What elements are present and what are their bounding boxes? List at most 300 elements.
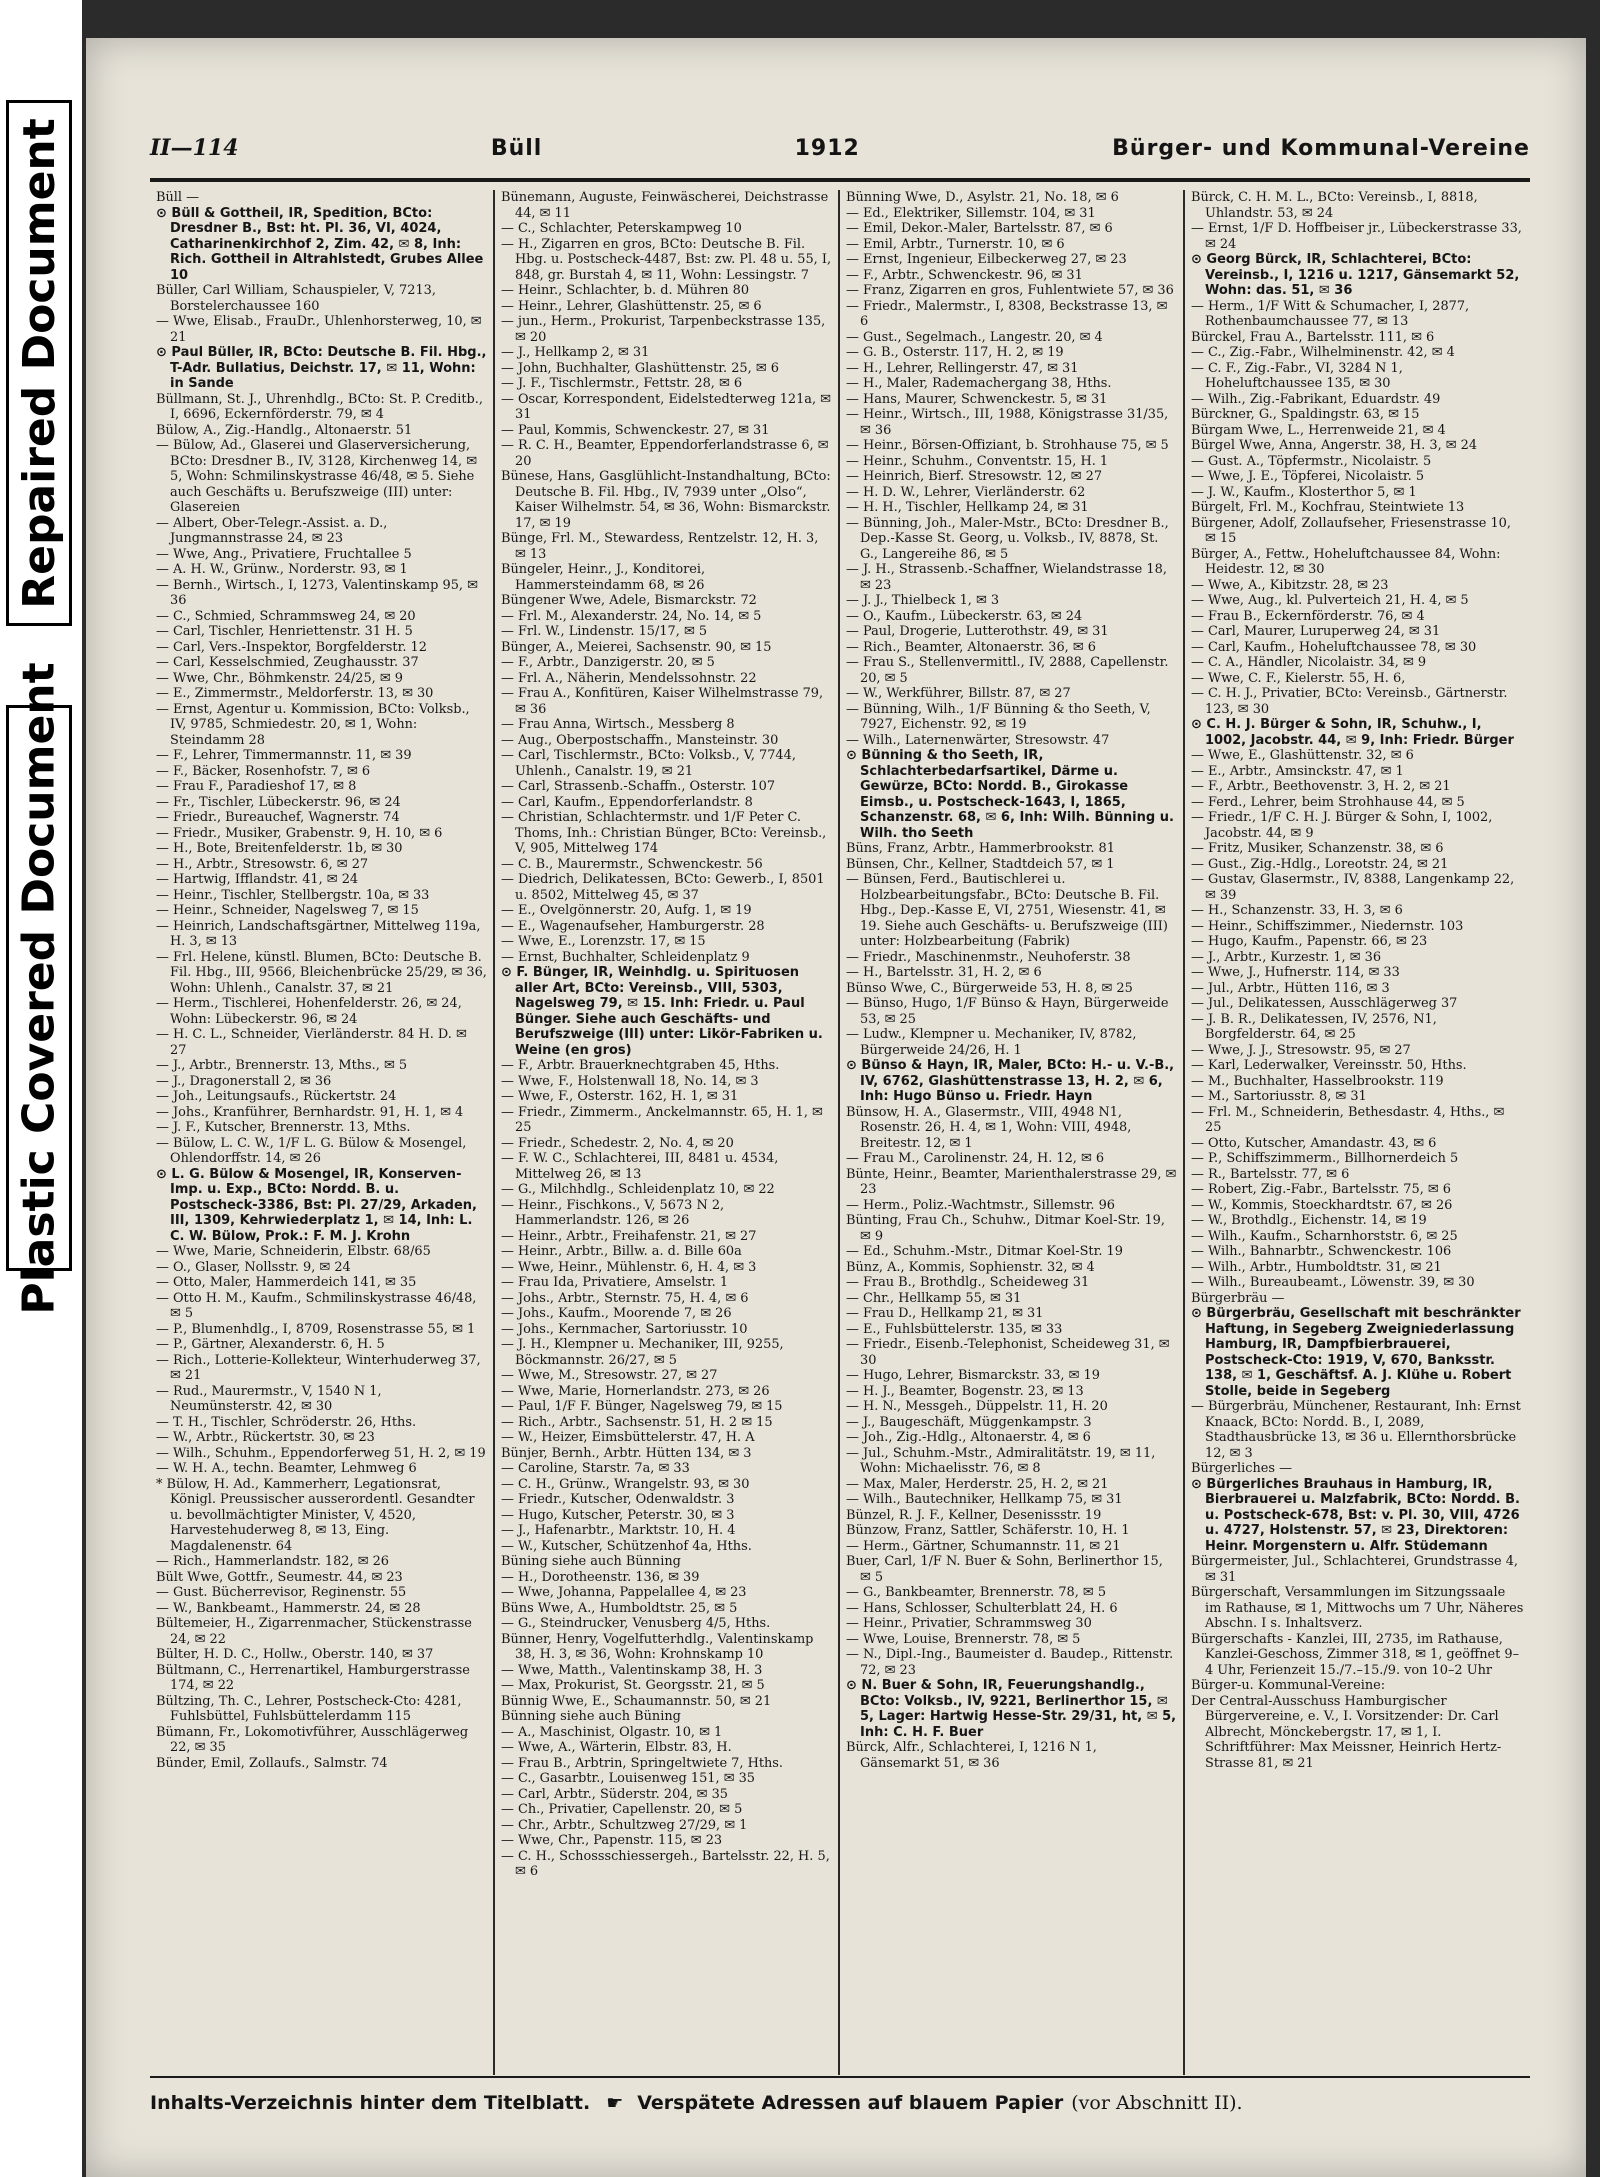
directory-entry: — Herm., Tischlerei, Hohenfelderstr. 26, ✉ 24, Wohn: Lübeckerstr. 96, ✉ 24 xyxy=(156,996,462,1027)
directory-entry: Büns, Franz, Arbtr., Hammerbrookstr. 81 xyxy=(846,841,1115,856)
directory-entry: — C. H., Schossschiessergeh., Bartelsstr. 22, H. 5, ✉ 6 xyxy=(501,1848,830,1879)
stamp-text: Repaired Document xyxy=(13,117,65,609)
directory-entry: — J., Baugeschäft, Müggenkampstr. 3 xyxy=(846,1414,1092,1430)
directory-entry: Bünner, Henry, Vogelfutterhdlg., Valentinskamp 38, H. 3, ✉ 36, Wohn: Krohnskamp 10 xyxy=(501,1631,814,1662)
directory-entry: — Carl, Strassenb.-Schaffn., Osterstr. 107 xyxy=(501,779,776,794)
directory-entry: — M., Sartoriusstr. 8, ✉ 31 xyxy=(1191,1089,1367,1104)
directory-entry: — F., Arbtr., Schwenckestr. 96, ✉ 31 xyxy=(846,267,1083,283)
directory-entry: — Wwe, Johanna, Pappelallee 4, ✉ 23 xyxy=(501,1585,747,1600)
directory-entry: — C., Gasarbtr., Louisenweg 151, ✉ 35 xyxy=(501,1771,756,1786)
directory-entry: Bünsow, H. A., Glasermstr., VIII, 4948 N1, Rosenstr. 26, H. 4, ✉ 1, Wohn: VIII, 4948, Breitestr. 12, ✉ 1 xyxy=(846,1104,1132,1151)
directory-entry: — Heinr., Schiffszimmer., Niedernstr. 103 xyxy=(1191,918,1464,934)
directory-entry: — Wwe, E., Lorenzstr. 17, ✉ 15 xyxy=(501,934,706,949)
directory-entry: — Fr., Tischler, Lübeckerstr. 96, ✉ 24 xyxy=(156,794,401,810)
footer-index-note: Inhalts-Verzeichnis hinter dem Titelblatt. xyxy=(150,2092,591,2114)
directory-entry: — G., Bankbeamter, Brennerstr. 78, ✉ 5 xyxy=(846,1585,1107,1600)
directory-entry: Bülow, A., Zig.-Handlg., Altonaerstr. 51 xyxy=(156,422,413,438)
column-4 xyxy=(1185,190,1530,2075)
page-header xyxy=(150,128,1530,168)
directory-entry: — J. B. R., Delikatessen, IV, 2576, N1, Borgfelderstr. 64, ✉ 25 xyxy=(1191,1011,1437,1042)
directory-entry: — Rich., Lotterie-Kollekteur, Winterhuderweg 37, ✉ 21 xyxy=(156,1352,481,1383)
directory-entry: — Rich., Hammerlandstr. 182, ✉ 26 xyxy=(156,1554,389,1569)
directory-entry: Bürck, C. H. M. L., BCto: Vereinsb., I, 8818, Uhlandstr. 53, ✉ 24 xyxy=(1191,190,1478,221)
directory-entry: Bültmann, C., Herrenartikel, Hamburgerstrasse 174, ✉ 22 xyxy=(156,1662,470,1693)
directory-entry: — R. C. H., Beamter, Eppendorferlandstrasse 6, ✉ 20 xyxy=(501,438,829,469)
directory-entry: — Wilh., Laternenwärter, Stresowstr. 47 xyxy=(846,732,1110,748)
directory-entry: Bürgam Wwe, L., Herrenweide 21, ✉ 4 xyxy=(1191,422,1446,438)
directory-entry: — Heinr., Arbtr., Billw. a. d. Bille 60a xyxy=(501,1244,742,1259)
directory-entry: — Max, Prokurist, St. Georgsstr. 21, ✉ 5 xyxy=(501,1678,765,1693)
directory-entry: — Johs., Kernmacher, Sartoriusstr. 10 xyxy=(501,1321,748,1337)
directory-entry: — G., Milchhdlg., Schleidenplatz 10, ✉ 22 xyxy=(501,1182,775,1197)
directory-entry: Bünge, Frl. M., Stewardess, Rentzelstr. 12, H. 3, ✉ 13 xyxy=(501,531,819,562)
directory-entry: Bürckner, G., Spaldingstr. 63, ✉ 15 xyxy=(1191,407,1420,422)
footer-section-ref: (vor Abschnitt II). xyxy=(1071,2092,1243,2114)
directory-entry: — Wwe, Elisab., FrauDr., Uhlenhorsterweg, 10, ✉ 21 xyxy=(156,314,482,345)
directory-entry: Bünemann, Auguste, Feinwäscherei, Deichstrasse 44, ✉ 11 xyxy=(501,190,829,221)
directory-entry: — Johs., Kaufm., Moorende 7, ✉ 26 xyxy=(501,1306,732,1321)
directory-entry: Bünsen, Chr., Kellner, Stadtdeich 57, ✉ 1 xyxy=(846,856,1115,872)
directory-entry: — Carl, Maurer, Luruperweg 24, ✉ 31 xyxy=(1191,624,1441,639)
directory-entry: — Bünning, Joh., Maler-Mstr., BCto: Dresdner B., Dep.-Kasse St. Georg, u. Volksb., IV, 8878, St. G., Langereihe 86, ✉ 5 xyxy=(846,515,1169,562)
directory-entry: Bünzel, R. J. F., Kellner, Desenissstr. 19 xyxy=(846,1507,1102,1523)
directory-entry: — Bürgerbräu, Münchener, Restaurant, Inh: Ernst Knaack, BCto: Nordd. B., I, 2089, Stadthausbrücke 13, ✉ 36 u. Ellernthorsbrücke 12, ✉ 3 xyxy=(1191,1399,1521,1461)
directory-entry: — Ed., Schuhm.-Mstr., Ditmar Koel-Str. 19 xyxy=(846,1244,1123,1259)
directory-entry: — Bülow, L. C. W., 1/F L. G. Bülow & Mosengel, Ohlendorffstr. 14, ✉ 26 xyxy=(156,1135,467,1166)
directory-entry: — Paul, Kommis, Schwenckestr. 27, ✉ 31 xyxy=(501,422,770,438)
directory-entry: — H., Schanzenstr. 33, H. 3, ✉ 6 xyxy=(1191,903,1403,918)
directory-entry: Bürgerschaft, Versammlungen im Sitzungssaale im Rathause, ✉ 1, Mittwochs um 7 Uhr, Näheres Abschn. I s. Inhaltsverz. xyxy=(1191,1585,1524,1631)
directory-entry: — Franz, Zigarren en gros, Fuhlentwiete 57, ✉ 36 xyxy=(846,283,1174,298)
directory-entry: ⊙ N. Buer & Sohn, IR, Feuerungshandlg., BCto: Volksb., IV, 9221, Berlinerthor 15, ✉ 5, Lager: Hartwig Hesse-Str. 29/31, ht, ✉ 5, Inh: C. H. F. Buer xyxy=(846,1678,1177,1740)
directory-entry: — O., Kaufm., Lübeckerstr. 63, ✉ 24 xyxy=(846,608,1083,624)
directory-entry: — Frau D., Hellkamp 21, ✉ 31 xyxy=(846,1306,1044,1321)
directory-entry: Büns Wwe, A., Humboldtstr. 25, ✉ 5 xyxy=(501,1600,738,1616)
directory-entry: — Hugo, Kutscher, Peterstr. 30, ✉ 3 xyxy=(501,1507,735,1523)
directory-entry: — Heinrich, Bierf. Stresowstr. 12, ✉ 27 xyxy=(846,469,1103,484)
section-name: Büll xyxy=(490,135,543,161)
directory-entry: — Karl, Lederwalker, Vereinsstr. 50, Hths. xyxy=(1191,1058,1467,1073)
directory-entry: — Wwe, F., Holstenwall 18, No. 14, ✉ 3 xyxy=(501,1073,759,1089)
directory-entry: — Emil, Arbtr., Turnerstr. 10, ✉ 6 xyxy=(846,236,1065,252)
column-2 xyxy=(495,190,840,2075)
directory-entry: — Friedr., 1/F C. H. J. Bürger & Sohn, I, 1002, Jacobstr. 44, ✉ 9 xyxy=(1191,810,1493,841)
directory-entry: Der Central-Ausschuss Hamburgischer Bürgervereine, e. V., I. Vorsitzender: Dr. Carl Albrecht, Mönckebergstr. 17, ✉ 1, I. Schriftführer: Max Meissner, Heinrich Hertz-Strasse 81, ✉ 21 xyxy=(1191,1693,1502,1771)
directory-entry: — N., Dipl.-Ing., Baumeister d. Baudep., Rittenstr. 72, ✉ 23 xyxy=(846,1647,1174,1678)
directory-entry: — T. H., Tischler, Schröderstr. 26, Hths. xyxy=(156,1414,417,1430)
directory-entry: Bürgerschafts - Kanzlei, III, 2735, im Rathause, Kanzlei-Geschoss, Zimmer 318, ✉ 1, geöffnet 9–4 Uhr, Ferienzeit 15./7.–15./9. von 10–2 Uhr xyxy=(1191,1631,1520,1678)
directory-entry: — Rud., Maurermstr., V, 1540 N 1, Neumünsterstr. 42, ✉ 30 xyxy=(156,1383,382,1414)
directory-entry: — Rich., Arbtr., Sachsenstr. 51, H. 2 ✉ 15 xyxy=(501,1414,773,1430)
directory-entry: — E., Arbtr., Amsinckstr. 47, ✉ 1 xyxy=(1191,763,1404,779)
directory-entry: ⊙ Bürgerbräu, Gesellschaft mit beschränkter Haftung, in Segeberg Zweigniederlassung Hamburg, IR, Dampfbierbrauerei, Postscheck-Cto: 1919, V, 670, Banksstr. 138, ✉ 1, Geschäftsf. A. J. Klühe u. Robert Stolle, beide in Segeberg xyxy=(1191,1306,1521,1399)
directory-entry: — Heinr., Börsen-Offiziant, b. Strohhause 75, ✉ 5 xyxy=(846,438,1169,453)
directory-entry: — H., Arbtr., Stresowstr. 6, ✉ 27 xyxy=(156,856,369,872)
directory-entry: — F., Arbtr., Danzigerstr. 20, ✉ 5 xyxy=(501,655,715,670)
footer-late-addresses-note: Verspätete Adressen auf blauem Papier xyxy=(637,2092,1064,2114)
directory-entry: ⊙ Büll & Gottheil, IR, Spedition, BCto: Dresdner B., Bst: ht. Pl. 36, VI, 4024, Catharinenkirchhof 2, Zim. 42, ✉ 8, Inh: Rich. Gottheil in Altrahlstedt, Grubes Allee 10 xyxy=(156,205,484,283)
directory-entry: Bünte, Heinr., Beamter, Marienthalerstrasse 29, ✉ 23 xyxy=(846,1166,1177,1197)
directory-entry: Büllmann, St. J., Uhrenhdlg., BCto: St. P. Creditb., I, 6696, Eckernförderstr. 79, ✉ 4 xyxy=(156,391,483,422)
directory-entry: Büller, Carl William, Schauspieler, V, 7213, Borstelerchaussee 160 xyxy=(156,283,436,314)
directory-entry: — Friedr., Zimmerm., Anckelmannstr. 65, H. 1, ✉ 25 xyxy=(501,1104,823,1135)
directory-entry: — W., Kutscher, Schützenhof 4a, Hths. xyxy=(501,1538,752,1554)
directory-entry: — Heinr., Privatier, Schrammsweg 30 xyxy=(846,1616,1092,1631)
directory-entry: — Christian, Schlachtermstr. und 1/F Peter C. Thoms, Inh.: Christian Bünger, BCto: Vereinsb., V, 905, Mittelweg 174 xyxy=(501,810,827,856)
directory-entry: — H. C. L., Schneider, Vierländerstr. 84 H. D. ✉ 27 xyxy=(156,1027,467,1058)
page-content xyxy=(140,98,1530,2138)
directory-entry: Bünger, A., Meierei, Sachsenstr. 90, ✉ 15 xyxy=(501,639,772,655)
directory-entry: — J., Hellkamp 2, ✉ 31 xyxy=(501,345,650,360)
directory-entry: Bültemeier, H., Zigarrenmacher, Stückenstrasse 24, ✉ 22 xyxy=(156,1616,472,1647)
directory-entry: — Wwe, J. E., Töpferei, Nicolaistr. 5 xyxy=(1191,469,1425,484)
directory-entry: Bünz, A., Kommis, Sophienstr. 32, ✉ 4 xyxy=(846,1259,1095,1275)
directory-entry: — W., Heizer, Eimsbüttelerstr. 47, H. A xyxy=(501,1430,755,1445)
directory-entry: — W., Kommis, Stoeckhardtstr. 67, ✉ 26 xyxy=(1191,1197,1453,1213)
directory-entry: — Heinr., Schuhm., Conventstr. 15, H. 1 xyxy=(846,453,1109,469)
directory-entry: — Wilh., Bahnarbtr., Schwenckestr. 106 xyxy=(1191,1244,1452,1259)
directory-entry: — Heinr., Wirtsch., III, 1988, Königstrasse 31/35, ✉ 36 xyxy=(846,407,1169,438)
directory-entry: — C. F., Zig.-Fabr., VI, 3284 N 1, Hoheluftchaussee 135, ✉ 30 xyxy=(1191,360,1403,391)
directory-entry: — J. H., Strassenb.-Schaffner, Wielandstrasse 18, ✉ 23 xyxy=(846,562,1167,593)
year: 1912 xyxy=(794,135,860,161)
directory-entry: Bünso Wwe, C., Bürgerweide 53, H. 8, ✉ 25 xyxy=(846,980,1133,996)
directory-entry: — Wilh., Bureaubeamt., Löwenstr. 39, ✉ 30 xyxy=(1191,1275,1475,1290)
directory-entry: — W., Arbtr., Rückertstr. 30, ✉ 23 xyxy=(156,1430,375,1445)
directory-entry: — Wilh., Schuhm., Eppendorferweg 51, H. 2, ✉ 19 xyxy=(156,1445,486,1461)
directory-entry: — Carl, Vers.-Inspektor, Borgfelderstr. 12 xyxy=(156,639,427,655)
directory-entry: — Friedr., Schedestr. 2, No. 4, ✉ 20 xyxy=(501,1135,734,1151)
directory-entry: — P., Schiffszimmerm., Billhornerdeich 5 xyxy=(1191,1151,1459,1166)
directory-entry: Bümann, Fr., Lokomotivführer, Ausschlägerweg 22, ✉ 35 xyxy=(156,1724,469,1755)
directory-entry: — Albert, Ober-Telegr.-Assist. a. D., Jungmannstrasse 24, ✉ 23 xyxy=(156,515,388,546)
directory-entry: — Gustav, Glasermstr., IV, 8388, Langenkamp 22, ✉ 39 xyxy=(1191,872,1515,903)
directory-entry: Bürgel Wwe, Anna, Angerstr. 38, H. 3, ✉ 24 xyxy=(1191,438,1478,453)
directory-entry: — Ernst, Ingenieur, Eilbeckerweg 27, ✉ 23 xyxy=(846,252,1127,267)
directory-entry: — Frau Ida, Privatiere, Amselstr. 1 xyxy=(501,1275,729,1290)
directory-entry: — Friedr., Musiker, Grabenstr. 9, H. 10, ✉ 6 xyxy=(156,825,443,841)
directory-entry: — J. H., Klempner u. Mechaniker, III, 9255, Böckmannstr. 26/27, ✉ 5 xyxy=(501,1337,784,1368)
directory-entry: — W. H. A., techn. Beamter, Lehmweg 6 xyxy=(156,1461,417,1476)
directory-entry: — Friedr., Bureauchef, Wagnerstr. 74 xyxy=(156,810,400,825)
directory-entry: — G. B., Osterstr. 117, H. 2, ✉ 19 xyxy=(846,345,1064,360)
directory-entry: — M., Buchhalter, Hasselbrookstr. 119 xyxy=(1191,1073,1444,1089)
directory-entry: — Otto, Kutscher, Amandastr. 43, ✉ 6 xyxy=(1191,1135,1437,1151)
column-1 xyxy=(150,190,495,2075)
directory-entry: — Otto, Maler, Hammerdeich 141, ✉ 35 xyxy=(156,1275,417,1290)
directory-entry: Büll — xyxy=(156,190,200,205)
directory-entry: — Carl, Kaufm., Eppendorferlandstr. 8 xyxy=(501,794,753,810)
directory-entry: — P., Gärtner, Alexanderstr. 6, H. 5 xyxy=(156,1337,385,1352)
directory-entry: ⊙ C. H. J. Bürger & Sohn, IR, Schuhw., I, 1002, Jacobstr. 44, ✉ 9, Inh: Friedr. Bürger xyxy=(1191,717,1514,748)
column-3 xyxy=(840,190,1185,2075)
directory-entry: — H. D. W., Lehrer, Vierländerstr. 62 xyxy=(846,484,1086,500)
directory-entry: — J. F., Tischlermstr., Fettstr. 28, ✉ 6 xyxy=(501,376,743,391)
directory-entry: — Paul, Drogerie, Lutterothstr. 49, ✉ 31 xyxy=(846,624,1109,639)
directory-entry: — H., Zigarren en gros, BCto: Deutsche B. Fil. Hbg. u. Postscheck-4487, Bst: zw. Pl. 48 u. 55, I, 848, gr. Burstah 4, ✉ 11, Wohn: Lessingstr. 7 xyxy=(501,236,832,283)
directory-entry: — Heinr., Fischkons., V, 5673 N 2, Hammerlandstr. 126, ✉ 26 xyxy=(501,1197,725,1228)
directory-entry: — C. H. J., Privatier, BCto: Vereinsb., Gärtnerstr. 123, ✉ 30 xyxy=(1191,686,1508,717)
directory-entry: Bürgelt, Frl. M., Kochfrau, Steintwiete 13 xyxy=(1191,500,1465,515)
directory-entry: — Ernst, 1/F D. Hoffbeiser jr., Lübeckerstrasse 33, ✉ 24 xyxy=(1191,221,1522,252)
page-number: II—114 xyxy=(150,135,239,161)
directory-entry: ⊙ F. Bünger, IR, Weinhdlg. u. Spirituosen aller Art, BCto: Vereinsb., VIII, 5303, Nagelsweg 79, ✉ 15. Inh: Friedr. u. Paul Bünger. Siehe auch Geschäfts- und Berufszweige (III) unter: Likör-Fabriken u. Weine (en gros) xyxy=(501,965,823,1058)
directory-entry: Bürgerbräu — xyxy=(1191,1290,1285,1306)
directory-entry: — Chr., Arbtr., Schultzweg 27/29, ✉ 1 xyxy=(501,1817,748,1833)
directory-entry: — Wwe, C. F., Kielerstr. 55, H. 6, xyxy=(1191,670,1406,686)
directory-entry: — Carl, Kaufm., Hoheluftchaussee 78, ✉ 30 xyxy=(1191,639,1477,655)
directory-entry: — Hans, Maurer, Schwenckestr. 5, ✉ 31 xyxy=(846,391,1108,407)
directory-entry: Bülter, H. D. C., Hollw., Oberstr. 140, ✉ 37 xyxy=(156,1647,434,1662)
directory-entry: — F. W. C., Schlachterei, III, 8481 u. 4534, Mittelweg 26, ✉ 13 xyxy=(501,1151,779,1182)
directory-entry: — C., Zig.-Fabr., Wilhelminenstr. 42, ✉ 4 xyxy=(1191,345,1455,360)
directory-entry: — Wwe, Matth., Valentinskamp 38, H. 3 xyxy=(501,1662,763,1678)
directory-entry: — J., Arbtr., Kurzestr. 1, ✉ 36 xyxy=(1191,949,1382,965)
directory-entry: — Bünso, Hugo, 1/F Bünso & Hayn, Bürgerweide 53, ✉ 25 xyxy=(846,996,1169,1027)
directory-entry: — Frau B., Eckernförderstr. 76, ✉ 4 xyxy=(1191,608,1425,624)
directory-entry: — Herm., Gärtner, Schumannstr. 11, ✉ 21 xyxy=(846,1538,1121,1554)
directory-entry: — Jul., Schuhm.-Mstr., Admiralitätstr. 19, ✉ 11, Wohn: Michaelisstr. 76, ✉ 8 xyxy=(846,1445,1156,1476)
directory-entry: — jun., Herm., Prokurist, Tarpenbeckstrasse 135, ✉ 20 xyxy=(501,314,826,345)
directory-entry: — C. H., Grünw., Wrangelstr. 93, ✉ 30 xyxy=(501,1476,750,1492)
directory-entry: — J., Hafenarbtr., Marktstr. 10, H. 4 xyxy=(501,1523,736,1538)
directory-entry: ⊙ Paul Büller, IR, BCto: Deutsche B. Fil. Hbg., T-Adr. Bullatius, Deichstr. 17, ✉ 11, Wohn: in Sande xyxy=(156,345,487,391)
directory-entry: — Frau B., Brothdlg., Scheideweg 31 xyxy=(846,1275,1090,1290)
directory-entry: — W., Werkführer, Billstr. 87, ✉ 27 xyxy=(846,686,1071,701)
directory-entry: — Carl, Tischlermstr., BCto: Volksb., V, 7744, Uhlenh., Canalstr. 19, ✉ 21 xyxy=(501,748,796,779)
directory-entry: — Heinr., Schneider, Nagelsweg 7, ✉ 15 xyxy=(156,903,419,918)
directory-entry: — E., Zimmermstr., Meldorferstr. 13, ✉ 30 xyxy=(156,686,434,701)
directory-entry: — Carl, Kesselschmied, Zeughausstr. 37 xyxy=(156,655,419,670)
directory-entry: — Frl. Helene, künstl. Blumen, BCto: Deutsche B. Fil. Hbg., III, 9566, Bleichenbrücke 25/29, ✉ 36, Wohn: Uhlenh., Canalstr. 37, ✉ 21 xyxy=(156,949,487,996)
directory-entry: — O., Glaser, Nollsstr. 9, ✉ 24 xyxy=(156,1259,351,1275)
directory-entry: — Frau Anna, Wirtsch., Messberg 8 xyxy=(501,717,735,732)
directory-entry: — Ed., Elektriker, Sillemstr. 104, ✉ 31 xyxy=(846,205,1096,221)
directory-entry: — Wwe, J. J., Stresowstr. 95, ✉ 27 xyxy=(1191,1042,1411,1058)
directory-entry: — Herm., Poliz.-Wachtmstr., Sillemstr. 96 xyxy=(846,1197,1115,1213)
directory-entry: — Gust. Bücherrevisor, Reginenstr. 55 xyxy=(156,1585,407,1600)
directory-entry: — E., Ovelgönnerstr. 20, Aufg. 1, ✉ 19 xyxy=(501,903,752,918)
directory-entry: — Heinr., Arbtr., Freihafenstr. 21, ✉ 27 xyxy=(501,1228,757,1244)
directory-entry: — Wwe, J., Hufnerstr. 114, ✉ 33 xyxy=(1191,965,1400,980)
directory-entry: — Frl. M., Schneiderin, Bethesdastr. 4, Hths., ✉ 25 xyxy=(1191,1104,1505,1135)
directory-entry: — Wwe, A., Kibitzstr. 28, ✉ 23 xyxy=(1191,577,1389,593)
directory-entry: — Carl, Tischler, Henriettenstr. 31 H. 5 xyxy=(156,624,413,639)
directory-entry: — H. J., Beamter, Bogenstr. 23, ✉ 13 xyxy=(846,1383,1084,1399)
directory-entry: ⊙ Bünning & tho Seeth, IR, Schlachterbedarfsartikel, Därme u. Gewürze, BCto: Nordd. B., Girokasse Eimsb., u. Postscheck-1643, I, 1865, Schanzenstr. 68, ✉ 6, Inh: Wilh. Bünning u. Wilh. tho Seeth xyxy=(846,748,1174,841)
directory-entry: — J., Dragonerstall 2, ✉ 36 xyxy=(156,1073,332,1089)
directory-entry: — Wilh., Bautechniker, Hellkamp 75, ✉ 31 xyxy=(846,1492,1123,1507)
directory-entry: Bült Wwe, Gottfr., Seumestr. 44, ✉ 23 xyxy=(156,1569,403,1585)
directory-entry: — Ch., Privatier, Capellenstr. 20, ✉ 5 xyxy=(501,1802,743,1817)
directory-entry: — Paul, 1/F F. Bünger, Nagelsweg 79, ✉ 15 xyxy=(501,1399,783,1414)
directory-entry: * Bülow, H. Ad., Kammerherr, Legationsrat, Königl. Preussischer ausserordentl. Gesandter u. bevollmächtigter Minister, V, 4520, Harvestehuderweg 8, ✉ 13, Eing. Magdalenenstr. 64 xyxy=(156,1476,475,1554)
directory-entry: Büngener Wwe, Adele, Bismarckstr. 72 xyxy=(501,593,757,608)
directory-entry: — Johs., Kranführer, Bernhardstr. 91, H. 1, ✉ 4 xyxy=(156,1104,464,1120)
directory-entry: Buer, Carl, 1/F N. Buer & Sohn, Berlinerthor 15, ✉ 5 xyxy=(846,1554,1163,1585)
entry-columns xyxy=(150,190,1530,2075)
pointing-hand-icon: ☛ xyxy=(606,2092,624,2114)
directory-entry: — Wwe, Marie, Hornerlandstr. 273, ✉ 26 xyxy=(501,1383,770,1399)
directory-entry: — Friedr., Eisenb.-Telephonist, Scheideweg 31, ✉ 30 xyxy=(846,1337,1170,1368)
directory-entry: Bürger-u. Kommunal-Vereine: xyxy=(1191,1678,1386,1693)
directory-entry: — Frl. W., Lindenstr. 15/17, ✉ 5 xyxy=(501,624,708,639)
directory-entry: — Jul., Arbtr., Hütten 116, ✉ 3 xyxy=(1191,980,1390,996)
directory-entry: — E., Wagenaufseher, Hamburgerstr. 28 xyxy=(501,918,765,934)
directory-entry: — F., Bäcker, Rosenhofstr. 7, ✉ 6 xyxy=(156,763,371,779)
directory-entry: — Frau F., Paradieshof 17, ✉ 8 xyxy=(156,779,357,794)
directory-entry: Bürckel, Frau A., Bartelsstr. 111, ✉ 6 xyxy=(1191,329,1435,345)
directory-entry: Bürger, A., Fettw., Hoheluftchaussee 84, Wohn: Heidestr. 12, ✉ 30 xyxy=(1191,546,1501,577)
directory-entry: — H., Maler, Rademachergang 38, Hths. xyxy=(846,376,1112,391)
directory-entry: — Ernst, Agentur u. Kommission, BCto: Volksb., IV, 9785, Schmiedestr. 20, ✉ 1, Wohn: Steindamm 28 xyxy=(156,701,470,748)
directory-entry: — W., Bankbeamt., Hammerstr. 24, ✉ 28 xyxy=(156,1600,421,1616)
footer-rule xyxy=(150,2076,1530,2078)
directory-entry: — Chr., Hellkamp 55, ✉ 31 xyxy=(846,1290,1022,1306)
directory-entry: — Diedrich, Delikatessen, BCto: Gewerb., I, 8501 u. 8502, Mittelweg 45, ✉ 37 xyxy=(501,872,825,903)
directory-entry: — Max, Maler, Herderstr. 25, H. 2, ✉ 21 xyxy=(846,1476,1109,1492)
directory-entry: Bültzing, Th. C., Lehrer, Postscheck-Cto: 4281, Fuhlsbüttel, Fuhlsbüttelerdamm 115 xyxy=(156,1693,462,1724)
directory-entry: — Gust. A., Töpfermstr., Nicolaistr. 5 xyxy=(1191,453,1432,469)
directory-entry: — Frl. A., Näherin, Mendelssohnstr. 22 xyxy=(501,670,757,686)
directory-entry: — Ernst, Buchhalter, Schleidenplatz 9 xyxy=(501,949,750,965)
directory-entry: — H. H., Tischler, Hellkamp 24, ✉ 31 xyxy=(846,500,1089,515)
directory-entry: — Frau S., Stellenvermittl., IV, 2888, Capellenstr. 20, ✉ 5 xyxy=(846,655,1169,686)
directory-entry: — C., Schlachter, Peterskampweg 10 xyxy=(501,221,742,236)
directory-entry: Bürck, Alfr., Schlachterei, I, 1216 N 1, Gänsemarkt 51, ✉ 36 xyxy=(846,1740,1097,1771)
directory-entry: Bünning Wwe, D., Asylstr. 21, No. 18, ✉ 6 xyxy=(846,190,1119,205)
directory-page xyxy=(86,38,1586,2177)
directory-entry: — Friedr., Malermstr., I, 8308, Beckstrasse 13, ✉ 6 xyxy=(846,298,1168,329)
directory-entry: — Aug., Oberpostschaffn., Mansteinstr. 30 xyxy=(501,732,779,748)
directory-entry: Büning siehe auch Bünning xyxy=(501,1554,681,1569)
directory-entry: — Wwe, F., Osterstr. 162, H. 1, ✉ 31 xyxy=(501,1089,739,1104)
directory-entry: — Hugo, Kaufm., Papenstr. 66, ✉ 23 xyxy=(1191,934,1428,949)
directory-entry: Bünzow, Franz, Sattler, Schäferstr. 10, H. 1 xyxy=(846,1523,1130,1538)
directory-entry: — Friedr., Maschinenmstr., Neuhoferstr. 38 xyxy=(846,949,1131,965)
directory-entry: — Bünning, Wilh., 1/F Bünning & tho Seeth, V, 7927, Eichenstr. 92, ✉ 19 xyxy=(846,701,1151,732)
directory-entry: — H., Dorotheenstr. 136, ✉ 39 xyxy=(501,1569,700,1585)
directory-entry: — Frl. M., Alexanderstr. 24, No. 14, ✉ 5 xyxy=(501,608,762,624)
directory-entry: — Wwe, A., Wärterin, Elbstr. 83, H. xyxy=(501,1740,732,1755)
directory-entry: — Hugo, Lehrer, Bismarckstr. 33, ✉ 19 xyxy=(846,1368,1100,1383)
directory-entry: — Jul., Delikatessen, Ausschlägerweg 37 xyxy=(1191,996,1458,1011)
plastic-covered-stamp xyxy=(6,661,72,1315)
directory-entry: — Wilh., Zig.-Fabrikant, Eduardstr. 49 xyxy=(1191,391,1441,407)
page-title: Bürger- und Kommunal-Vereine xyxy=(1112,135,1530,161)
directory-entry: Bünting, Frau Ch., Schuhw., Ditmar Koel-Str. 19, ✉ 9 xyxy=(846,1213,1165,1244)
directory-entry: — Wwe, Marie, Schneiderin, Elbstr. 68/65 xyxy=(156,1244,431,1259)
directory-entry: — Hartwig, Ifflandstr. 41, ✉ 24 xyxy=(156,872,359,887)
directory-entry: Bünder, Emil, Zollaufs., Salmstr. 74 xyxy=(156,1755,388,1771)
directory-entry: — Wwe, Ang., Privatiere, Fruchtallee 5 xyxy=(156,546,412,562)
directory-entry: Bürgener, Adolf, Zollaufseher, Friesenstrasse 10, ✉ 15 xyxy=(1191,515,1511,546)
directory-entry: — Oscar, Korrespondent, Eidelstedterweg 121a, ✉ 31 xyxy=(501,391,831,422)
directory-entry: — Wilh., Kaufm., Scharnhorststr. 6, ✉ 25 xyxy=(1191,1228,1458,1244)
directory-entry: — Bernh., Wirtsch., I, 1273, Valentinskamp 95, ✉ 36 xyxy=(156,577,478,608)
directory-entry: — Wwe, M., Stresowstr. 27, ✉ 27 xyxy=(501,1368,718,1383)
directory-entry: — Heinr., Schlachter, b. d. Mühren 80 xyxy=(501,283,750,298)
directory-entry: — Wwe, Louise, Brennerstr. 78, ✉ 5 xyxy=(846,1631,1081,1647)
directory-entry: Bürgerliches — xyxy=(1191,1461,1292,1476)
directory-entry: — Johs., Arbtr., Sternstr. 75, H. 4, ✉ 6 xyxy=(501,1290,749,1306)
directory-entry: — F., Arbtr. Brauerknechtgraben 45, Hths. xyxy=(501,1058,780,1073)
directory-entry: — E., Fuhlsbüttelerstr. 135, ✉ 33 xyxy=(846,1321,1063,1337)
directory-entry: — Wwe, Chr., Papenstr. 115, ✉ 23 xyxy=(501,1833,723,1848)
directory-entry: — A. H. W., Grünw., Norderstr. 93, ✉ 1 xyxy=(156,562,408,577)
directory-entry: — Joh., Leitungsaufs., Rückertstr. 24 xyxy=(156,1089,397,1104)
directory-entry: — Friedr., Kutscher, Odenwaldstr. 3 xyxy=(501,1492,735,1507)
directory-entry: — J. W., Kaufm., Klosterthor 5, ✉ 1 xyxy=(1191,484,1417,500)
directory-entry: — H. N., Messgeh., Düppelstr. 11, H. 20 xyxy=(846,1399,1108,1414)
directory-entry: — Wwe, Heinr., Mühlenstr. 6, H. 4, ✉ 3 xyxy=(501,1259,757,1275)
directory-entry: — C. A., Händler, Nicolaistr. 34, ✉ 9 xyxy=(1191,655,1427,670)
directory-entry: ⊙ L. G. Bülow & Mosengel, IR, Konserven-Imp. u. Exp., BCto: Nordd. B. u. Postscheck-3386, Bst: Pl. 27/29, Arkaden, III, 1309, Kehrwiederplatz 1, ✉ 14, Inh: L. C. W. Bülow, Prok.: F. M. J. Krohn xyxy=(156,1166,477,1244)
directory-entry: — Heinr., Lehrer, Glashüttenstr. 25, ✉ 6 xyxy=(501,298,762,314)
directory-entry: ⊙ Bürgerliches Brauhaus in Hamburg, IR, Bierbrauerei u. Malzfabrik, BCto: Nordd. B. u. Postscheck-678, Bst: v. Pl. 30, VIII, 4726 u. 4727, Holstenstr. 57, ✉ 23, Direktoren: Heinr. Morgenstern u. Alfr. Stüdemann xyxy=(1191,1476,1520,1554)
directory-entry: — J. F., Kutscher, Brennerstr. 13, Mths. xyxy=(156,1120,411,1135)
directory-entry: — F., Arbtr., Beethovenstr. 3, H. 2, ✉ 21 xyxy=(1191,779,1451,794)
directory-entry: — Caroline, Starstr. 7a, ✉ 33 xyxy=(501,1461,690,1476)
directory-entry: — Wwe, Chr., Böhmkenstr. 24/25, ✉ 9 xyxy=(156,670,403,686)
directory-entry: — C. B., Maurermstr., Schwenckestr. 56 xyxy=(501,856,763,872)
directory-entry: — Bülow, Ad., Glaserei und Glaserversicherung, BCto: Dresdner B., IV, 3128, Kirchenweg 14, ✉ 5, Wohn: Schmilinskystrasse 46/48, ✉ 5. Siehe auch Geschäfts u. Berufszweige (III) unter: Glasereien xyxy=(156,438,478,515)
directory-entry: — Wwe, E., Glashüttenstr. 32, ✉ 6 xyxy=(1191,748,1414,763)
directory-entry: — Carl, Arbtr., Süderstr. 204, ✉ 35 xyxy=(501,1786,728,1802)
directory-entry: — Frau B., Arbtrin, Springeltwiete 7, Hths. xyxy=(501,1755,784,1771)
directory-entry: — Ferd., Lehrer, beim Strohhause 44, ✉ 5 xyxy=(1191,794,1465,810)
directory-entry: — J. J., Thielbeck 1, ✉ 3 xyxy=(846,593,1000,608)
directory-entry: — Frau M., Carolinenstr. 24, H. 12, ✉ 6 xyxy=(846,1151,1105,1166)
directory-entry: — Frau A., Konfitüren, Kaiser Wilhelmstrasse 79, ✉ 36 xyxy=(501,686,824,717)
directory-entry: — G., Steindrucker, Venusberg 4/5, Hths. xyxy=(501,1616,771,1631)
directory-entry: Bünese, Hans, Gasglühlicht-Instandhaltung, BCto: Deutsche B. Fil. Hbg., IV, 7939 unter „Olso“, Kaiser Wilhelmstr. 54, ✉ 36, Wohn: Bismarckstr. 17, ✉ 19 xyxy=(501,469,831,531)
directory-entry: — John, Buchhalter, Glashüttenstr. 25, ✉ 6 xyxy=(501,360,779,376)
directory-entry: — A., Maschinist, Olgastr. 10, ✉ 1 xyxy=(501,1724,723,1740)
directory-entry: Bünning siehe auch Büning xyxy=(501,1709,681,1724)
scan-margin xyxy=(0,0,82,2177)
directory-entry: — P., Blumenhdlg., I, 8709, Rosenstrasse 55, ✉ 1 xyxy=(156,1321,476,1337)
directory-entry: — Wwe, Aug., kl. Pulverteich 21, H. 4, ✉ 5 xyxy=(1191,593,1469,608)
directory-entry: — F., Lehrer, Timmermannstr. 11, ✉ 39 xyxy=(156,748,412,763)
directory-entry: — Rich., Beamter, Altonaerstr. 36, ✉ 6 xyxy=(846,639,1096,655)
stamp-text: Plastic Covered Document xyxy=(13,661,65,1315)
directory-entry: — Hans, Schlosser, Schulterblatt 24, H. 6 xyxy=(846,1600,1118,1616)
directory-entry: — Gust., Zig.-Hdlg., Loreotstr. 24, ✉ 21 xyxy=(1191,856,1449,872)
directory-entry: — H., Lehrer, Rellingerstr. 47, ✉ 31 xyxy=(846,360,1079,376)
header-rule xyxy=(150,178,1530,182)
directory-entry: — Fritz, Musiker, Schanzenstr. 38, ✉ 6 xyxy=(1191,841,1444,856)
directory-entry: — C., Schmied, Schrammsweg 24, ✉ 20 xyxy=(156,608,416,624)
directory-entry: Bünnig Wwe, E., Schaumannstr. 50, ✉ 21 xyxy=(501,1693,772,1709)
directory-entry: — Otto H. M., Kaufm., Schmilinskystrasse 46/48, ✉ 5 xyxy=(156,1290,477,1321)
directory-entry: — H., Bote, Breitenfelderstr. 1b, ✉ 30 xyxy=(156,841,403,856)
repaired-document-stamp xyxy=(6,100,72,626)
directory-entry: — H., Bartelsstr. 31, H. 2, ✉ 6 xyxy=(846,965,1042,980)
directory-entry: — J., Arbtr., Brennerstr. 13, Mths., ✉ 5 xyxy=(156,1058,408,1073)
directory-entry: Bünjer, Bernh., Arbtr. Hütten 134, ✉ 3 xyxy=(501,1445,752,1461)
directory-entry: Büngeler, Heinr., J., Konditorei, Hammersteindamm 68, ✉ 26 xyxy=(501,562,706,593)
directory-entry: — Ludw., Klempner u. Mechaniker, IV, 8782, Bürgerweide 24/26, H. 1 xyxy=(846,1027,1137,1058)
directory-entry: — Gust., Segelmach., Langestr. 20, ✉ 4 xyxy=(846,329,1103,345)
directory-entry: — Herm., 1/F Witt & Schumacher, I, 2877, Rothenbaumchaussee 77, ✉ 13 xyxy=(1191,298,1470,329)
directory-entry: — Heinr., Tischler, Stellbergstr. 10a, ✉ 33 xyxy=(156,887,430,903)
directory-entry: Bürgermeister, Jul., Schlachterei, Grundstrasse 4, ✉ 31 xyxy=(1191,1554,1519,1585)
directory-entry: ⊙ Bünso & Hayn, IR, Maler, BCto: H.- u. V.-B., IV, 6762, Glashüttenstrasse 13, H. 2, ✉ 6, Inh: Hugo Bünso u. Friedr. Hayn xyxy=(846,1058,1175,1104)
directory-entry: — Emil, Dekor.-Maler, Bartelsstr. 87, ✉ 6 xyxy=(846,221,1113,236)
directory-entry: — Heinrich, Landschaftsgärtner, Mittelweg 119a, H. 3, ✉ 13 xyxy=(156,918,481,949)
directory-entry: — R., Bartelsstr. 77, ✉ 6 xyxy=(1191,1166,1350,1182)
